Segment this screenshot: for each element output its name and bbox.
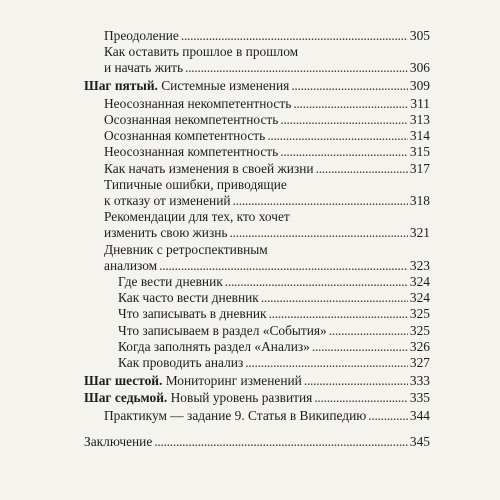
toc-leader-dots [329,323,408,339]
toc-page-number: 345 [409,433,430,449]
toc-leader-dots [154,434,408,450]
toc-page-number: 323 [409,257,430,273]
toc-entry-title: изменить свою жизнь [104,225,228,241]
toc-page-number: 321 [409,225,430,241]
toc-page-number: 317 [409,160,430,176]
toc-entry-title: Как проводить анализ [118,355,244,370]
toc-entry-title: Типичные ошибки, приводящие [104,176,287,192]
toc-entry[interactable] [0,96,500,112]
toc-step-label: Шаг шестой. [84,372,163,388]
toc-page-number: 315 [409,144,430,160]
toc-entry[interactable] [0,408,500,424]
toc-page-number: 314 [409,128,430,144]
toc-entry-title: Мониторинг изменений [165,372,302,388]
toc-leader-dots [368,408,408,424]
toc-page-number: 333 [409,372,430,388]
toc-entry[interactable] [0,209,500,241]
toc-page-number: 309 [409,78,430,94]
toc-leader-dots [316,161,408,177]
toc-leader-dots [269,306,408,322]
toc-entry[interactable] [0,355,500,371]
toc-entry-title: к отказу от изменений [104,192,231,208]
toc-leader-dots [267,128,408,144]
toc-entry-title: Как начать изменения в своей жизни [104,160,314,176]
toc-entry[interactable] [0,306,500,322]
toc-entry[interactable] [0,242,500,274]
toc-entry[interactable] [0,128,500,144]
toc-entry-title: Системные изменения [161,78,290,94]
toc-entry-title: Когда заполнять раздел «Анализ» [118,338,310,354]
toc-page-number: 325 [409,306,430,322]
toc-leader-dots [261,290,408,306]
toc-entry[interactable] [0,78,500,94]
toc-page-number: 344 [409,408,430,424]
toc-leader-dots [314,390,408,406]
toc-entry[interactable] [0,177,500,209]
toc-step-label: Шаг пятый. [84,78,158,94]
toc-leader-dots [304,373,408,389]
toc-step-label: Шаг седьмой. [84,390,168,406]
toc-entry-title: анализом [104,257,158,273]
toc-leader-dots [280,112,408,128]
toc-leader-dots [312,339,408,355]
toc-entry-title: Как оставить прошлое в прошлом [104,44,299,60]
toc-leader-dots [233,193,408,209]
toc-entry[interactable] [0,112,500,128]
toc-entry[interactable] [0,144,500,160]
toc-entry[interactable] [0,290,500,306]
toc-entry-title: Осознанная компетентность [104,128,266,144]
toc-page-number: 305 [409,28,430,43]
toc-leader-dots [225,274,408,290]
toc-page-number: 326 [409,338,430,354]
toc-entry-title: Неосознанная некомпетентность [104,95,292,111]
toc-entry[interactable] [0,161,500,177]
toc-leader-dots [181,28,408,44]
toc-leader-dots [245,355,408,371]
toc-entry-title: Как часто вести дневник [118,290,259,306]
toc-entry-title: Что записывать в дневник [118,306,267,322]
toc-entry-title: Осознанная некомпетентность [104,112,279,127]
toc-entry[interactable] [0,28,500,44]
toc-entry-title: Дневник с ретроспективным [104,241,268,257]
toc-entry-title: Практикум — задание 9. Статья в Википедию [104,408,367,424]
toc-leader-dots [230,225,408,241]
toc-entry-title: Преодоление [104,28,179,43]
toc-leader-dots [159,258,408,274]
toc-entry-title: Где вести дневник [118,274,223,289]
toc-page-number: 324 [409,290,430,306]
toc-page-number: 325 [409,322,430,338]
toc-entry[interactable] [0,274,500,290]
toc-entry-title: и начать жить [104,60,184,76]
toc-entry-title: Что записываем в раздел «События» [118,322,327,338]
toc-page-number: 327 [409,355,430,370]
toc-entry[interactable] [0,373,500,389]
toc-page-number: 335 [409,390,430,406]
toc-page-number: 313 [409,112,430,127]
toc-page-number: 311 [410,95,430,111]
toc-page-number: 318 [409,192,430,208]
toc-entry-title: Рекомендации для тех, кто хочет [104,209,290,225]
toc-entry[interactable] [0,339,500,355]
toc-leader-dots [291,78,408,94]
toc-entry[interactable] [0,390,500,406]
toc-page-number: 306 [409,60,430,76]
toc-entry-title: Неосознанная компетентность [104,144,279,160]
toc-leader-dots [185,60,408,76]
toc-entry[interactable] [0,323,500,339]
toc-entry[interactable] [0,434,500,450]
toc-entry[interactable] [0,44,500,76]
toc-entry-title: Заключение [84,433,153,449]
toc-leader-dots [293,96,408,112]
toc-leader-dots [280,144,408,160]
toc-entry-title: Новый уровень развития [170,390,313,406]
toc-page-number: 324 [409,274,430,289]
